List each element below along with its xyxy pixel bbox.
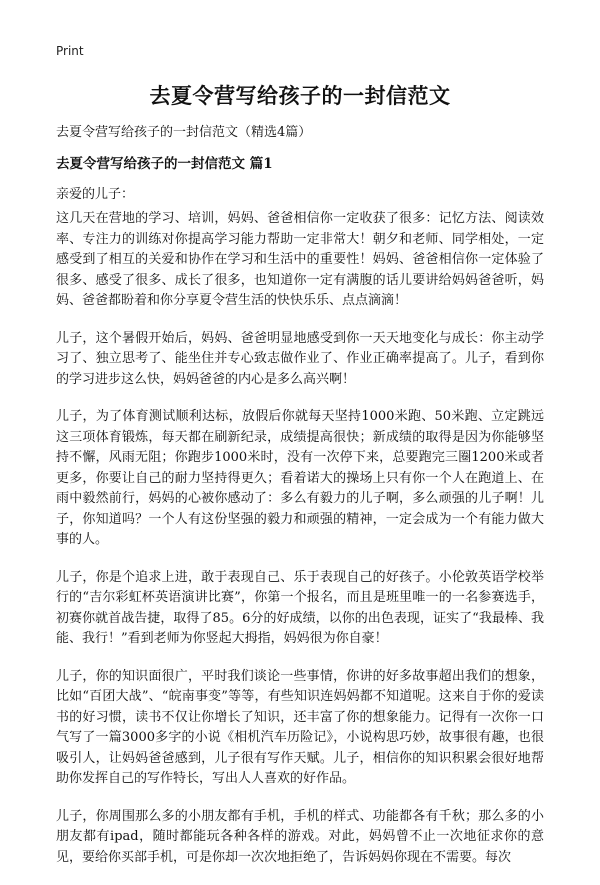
print-link[interactable]: Print [56, 44, 84, 58]
paragraph-6: 儿子，你周围那么多的小朋友都有手机，手机的样式、功能都各有千秋；那么多的小朋友都有ipad，随时都能玩各种各样的游戏。对此，妈妈曾不止一次地征求你的意见，要给你买部手机，可是你却一次次地拒绝了，告诉妈妈你现在不需要。每次 [56, 808, 544, 865]
paragraph-5: 儿子，你的知识面很广，平时我们谈论一些事情，你讲的好多故事超出我们的想象，比如“百团大战”、“皖南事变”等等，有些知识连妈妈都不知道呢。这来自于你的爱读书的好习惯，读书不仅让你增长了知识，还丰富了你的想象能力。记得有一次你一口气写了一篇3000多字的小说《相机汽车历险记》，小说构思巧妙，故事很有趣，也很吸引人，让妈妈爸爸感到，儿子很有写作天赋。儿子，相信你的知识积累会很好地帮助你发挥自己的写作特长，写出人人喜欢的好作品。 [56, 668, 544, 786]
document-title: 去夏令营写给孩子的一封信范文 [149, 83, 451, 108]
paragraph-3: 儿子，为了体育测试顺利达标，放假后你就每天坚持1000米跑、50米跑、立定跳远这三项体育锻炼，每天都在刷新纪录，成绩提高很快；新成绩的取得是因为你能够坚持不懈，风雨无阻；你跑步1000米时，没有一次停下来，总要跑完三圈1200米或者更多，你要让自己的耐力坚持得更久；看着诺大的操场上只有你一个人在跑道上、在雨中毅然前行，妈妈的心被你感动了：多么有毅力的儿子啊，多么顽强的儿子啊！儿子，你知道吗？一个人有这份坚强的毅力和顽强的精神，一定会成为一个有能力做大事的人。 [56, 409, 544, 547]
paragraph-4: 儿子，你是个追求上进，敢于表现自己、乐于表现自己的好孩子。小伦敦英语学校举行的“吉尔彩虹杯英语演讲比赛”，你第一个报名，而且是班里唯一的一名参赛选手，初赛你就首战告捷，取得了85。6分的好成绩，以你的出色表现，证实了“我最棒、我能、我行！”看到老师为你竖起大拇指，妈妈很为你自豪！ [56, 569, 544, 646]
letter-greeting: 亲爱的儿子： [56, 187, 135, 202]
paragraph-2: 儿子，这个暑假开始后，妈妈、爸爸明显地感受到你一天天地变化与成长：你主动学习了、独立思考了、能坐住并专心致志做作业了、作业正确率提高了。儿子，看到你的学习进步这么快，妈妈爸爸的内心是多么高兴啊！ [56, 330, 544, 387]
section-heading: 去夏令营写给孩子的一封信范文 篇1 [56, 156, 273, 172]
document-subtitle: 去夏令营写给孩子的一封信范文（精选4篇） [56, 125, 312, 140]
paragraph-1: 这几天在营地的学习、培训，妈妈、爸爸相信你一定收获了很多：记忆方法、阅读效率、专注力的训练对你提高学习能力帮助一定非常大！朝夕和老师、同学相处，一定感受到了相互的关爱和协作在学习和生活中的重要性！妈妈、爸爸相信你一定体验了很多、感受了很多、成长了很多，也知道你一定有满腹的话儿要讲给妈妈爸爸听，妈妈、爸爸都盼着和你分享夏令营生活的快快乐乐、点点滴滴！ [56, 211, 544, 308]
letter-body [56, 209, 544, 885]
